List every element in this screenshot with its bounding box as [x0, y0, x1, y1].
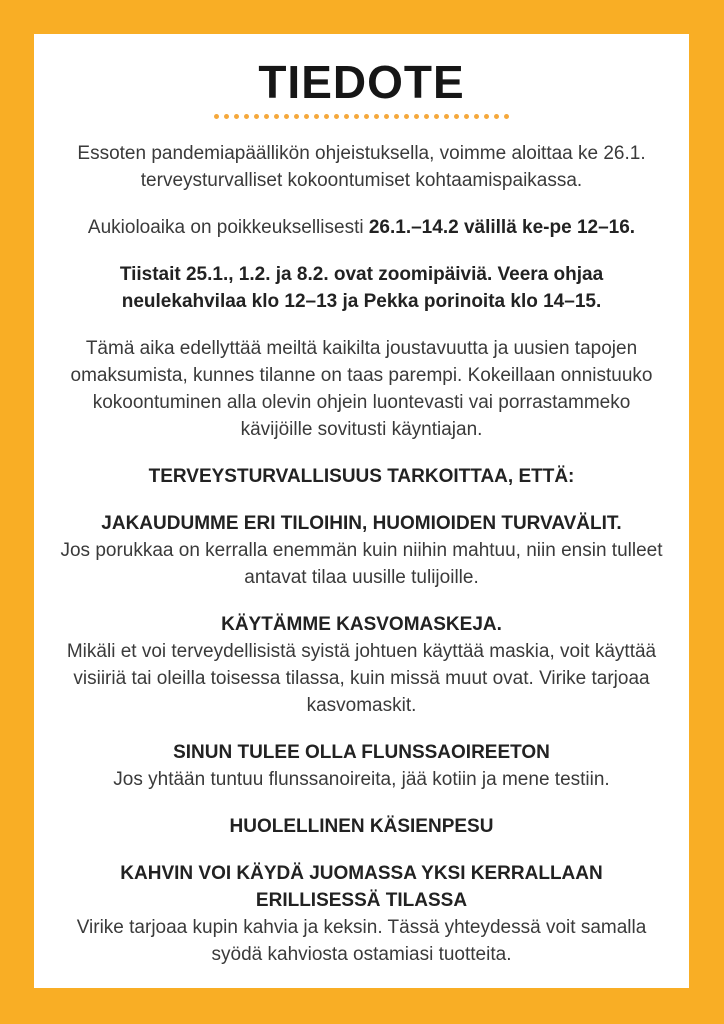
rule-distancing-body: Jos porukkaa on kerralla enemmän kuin niihin mahtuu, niin ensin tulleet antavat tilaa uusille tulijoille.	[60, 540, 663, 588]
rule-no-symptoms-heading: SINUN TULEE OLLA FLUNSSAOIREETON	[173, 742, 550, 763]
rule-coffee-room-body: Virike tarjoaa kupin kahvia ja keksin. Tässä yhteydessä voit samalla syödä kahviosta ostamiasi tuotteita.	[76, 917, 647, 965]
page-title: TIEDOTE	[258, 56, 465, 108]
rule-hand-washing	[56, 813, 667, 840]
intro-paragraph: Essoten pandemiapäällikön ohjeistuksella, voimme aloittaa ke 26.1. terveysturvalliset kokoontumiset kohtaamispaikassa.	[77, 143, 646, 191]
opening-hours-times: 26.1.–14.2 välillä ke-pe 12–16.	[368, 217, 636, 238]
section-heading-health-safety: TERVEYSTURVALLISUUS TARKOITTAA, ETTÄ:	[148, 466, 575, 487]
rule-hand-washing-heading: HUOLELLINEN KÄSIENPESU	[229, 816, 494, 837]
rule-face-masks-body: Mikäli et voi terveydellisistä syistä johtuen käyttää maskia, voit käyttää visiiriä tai oleilla toisessa tilassa, kuin missä muut ovat. Virike tarjoaa kasvomaskit.	[66, 641, 657, 716]
zoom-days-paragraph: Tiistait 25.1., 1.2. ja 8.2. ovat zoomipäiviä. Veera ohjaa neulekahvilaa klo 12–13 ja Pekka porinoita klo 14–15.	[119, 264, 604, 312]
notice-sheet	[34, 34, 689, 988]
rule-distancing	[56, 510, 667, 591]
opening-hours-paragraph	[56, 214, 667, 241]
rule-coffee-room	[56, 860, 667, 968]
rule-coffee-room-heading: KAHVIN VOI KÄYDÄ JUOMASSA YKSI KERRALLAAN ERILLISESSÄ TILASSA	[120, 863, 603, 911]
title-underline-dots	[56, 114, 667, 119]
rule-no-symptoms-body: Jos yhtään tuntuu flunssanoireita, jää kotiin ja mene testiin.	[113, 769, 610, 790]
rule-face-masks-heading: KÄYTÄMME KASVOMASKEJA.	[221, 614, 502, 635]
opening-hours-text: Aukioloaika on poikkeuksellisesti	[87, 217, 369, 238]
rule-face-masks	[56, 611, 667, 719]
flexibility-paragraph: Tämä aika edellyttää meiltä kaikilta joustavuutta ja uusien tapojen omaksumista, kunnes tilanne on taas parempi. Kokeillaan onnistuuko kokoontuminen alla olevin ohjein luontevasti vai porrastammeko kävijöille sovitusti käyntiajan.	[70, 338, 653, 440]
rule-distancing-heading: JAKAUDUMME ERI TILOIHIN, HUOMIOIDEN TURVAVÄLIT.	[101, 513, 622, 534]
rule-no-symptoms	[56, 739, 667, 793]
